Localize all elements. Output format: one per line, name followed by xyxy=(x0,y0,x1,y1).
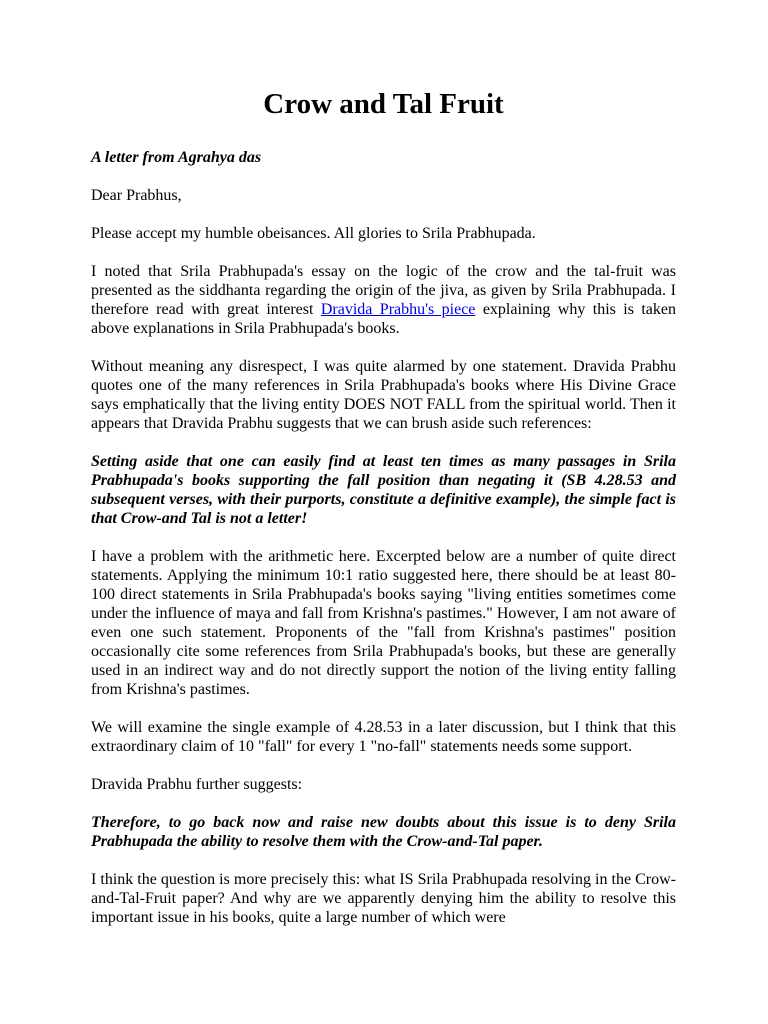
paragraph-text: explaining why this is taken above explanations in Srila Prabhupada's books. xyxy=(91,301,677,337)
paragraph-text: I noted that Srila Prabhupada's essay on the logic of the crow and the tal-fruit was presented as the siddhanta regarding the origin of the jiva, as given by Srila Prabhupada. I therefore read with great interest xyxy=(91,263,676,318)
paragraph-disrespect: Without meaning any disrespect, I was quite alarmed by one statement. Dravida Prabhu quotes one of the many references in Srila Prabhupada's books where His Divine Grace says emphatically that the living entity DOES NOT FALL from the spiritual world. Then it appears that Dravida Prabhu suggests that we can brush aside such references: xyxy=(91,358,676,432)
document-body xyxy=(91,84,676,946)
paragraph-crow-essay xyxy=(91,262,676,338)
byline: A letter from Agrahya das xyxy=(91,149,262,166)
quote-therefore: Therefore, to go back now and raise new doubts about this issue is to deny Srila Prabhupada the ability to resolve them with the Crow-and-Tal paper. xyxy=(91,814,676,850)
page-title: Crow and Tal Fruit xyxy=(263,88,504,120)
dravida-piece-link[interactable]: Dravida Prabhu's piece xyxy=(320,301,476,318)
paragraph-arithmetic: I have a problem with the arithmetic here. Excerpted below are a number of quite direct statements. Applying the minimum 10:1 ratio suggested here, there should be at least 80-100 direct statements in Srila Prabhupada's books saying "living entities sometimes come under the influence of maya and fall from Krishna's pastimes." However, I am not aware of even one such statement. Proponents of the "fall from Krishna's pastimes" position occasionally cite some references from Srila Prabhupada's books, but these are generally used in an indirect way and do not directly support the notion of the living entity falling from Krishna's pastimes. xyxy=(91,548,676,698)
paragraph-question: I think the question is more precisely this: what IS Srila Prabhupada resolving in the Crow-and-Tal-Fruit paper? And why are we apparently denying him the ability to resolve this important issue in his books, quite a large number of which were xyxy=(91,871,676,926)
salutation: Dear Prabhus, xyxy=(91,187,182,204)
greeting-paragraph: Please accept my humble obeisances. All glories to Srila Prabhupada. xyxy=(91,225,536,242)
paragraph-further-suggests: Dravida Prabhu further suggests: xyxy=(91,776,303,793)
paragraph-single-example: We will examine the single example of 4.28.53 in a later discussion, but I think that this extraordinary claim of 10 "fall" for every 1 "no-fall" statements needs some support. xyxy=(91,719,676,755)
quote-setting-aside: Setting aside that one can easily find at least ten times as many passages in Srila Prabhupada's books supporting the fall position than negating it (SB 4.28.53 and subsequent verses, with their purports, constitute a definitive example), the simple fact is that Crow-and Tal is not a letter! xyxy=(91,453,676,527)
